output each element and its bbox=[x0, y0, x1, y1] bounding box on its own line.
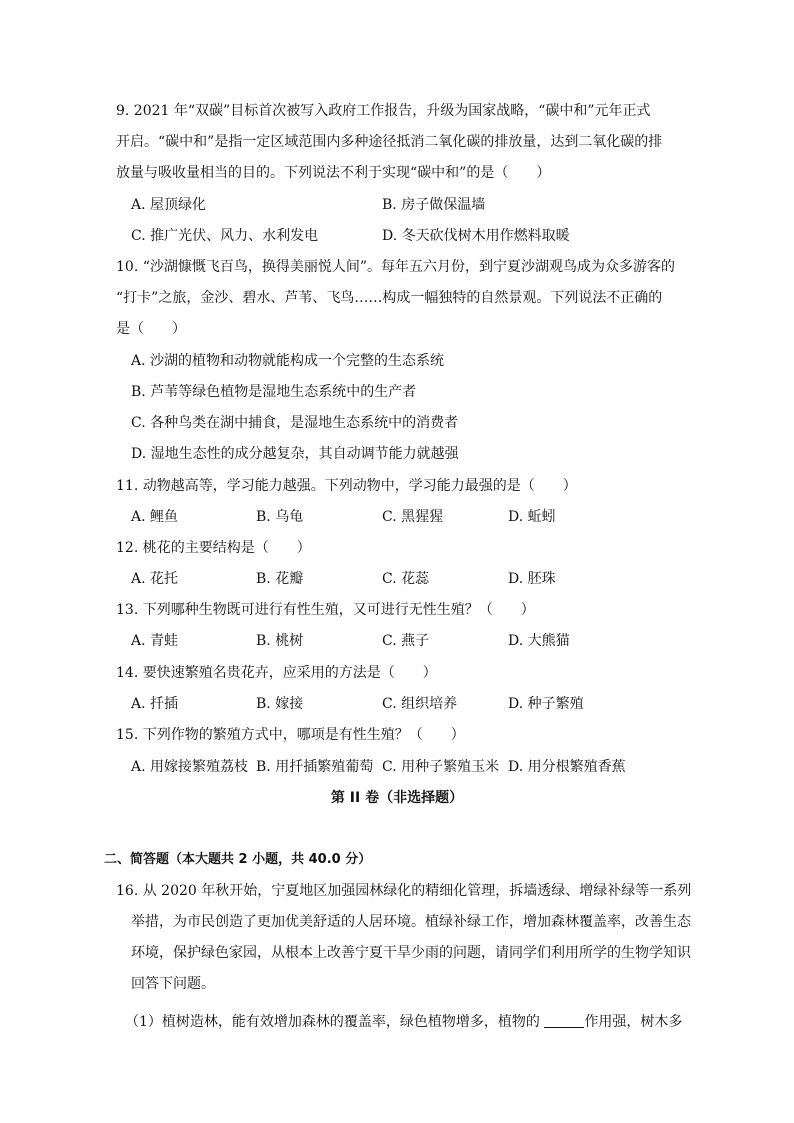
q9-option-d: D. 冬天砍伐树木用作燃料取暖 bbox=[382, 228, 570, 244]
q10-option-b: B. 芦苇等绿色植物是湿地生态系统中的生产者 bbox=[131, 384, 417, 400]
section-2-header bbox=[104, 850, 371, 870]
q14-option-d: D. 种子繁殖 bbox=[508, 696, 584, 712]
q13-option-c: C. 燕子 bbox=[382, 633, 430, 649]
q13-stem: 13. 下列哪种生物既可进行有性生殖，又可进行无性生殖？（ ） bbox=[116, 602, 535, 618]
q10-line-2: “打卡”之旅，金沙、碧水、芦苇、飞鸟……构成一幅独特的自然景观。下列说法不正确的 bbox=[116, 290, 663, 306]
q12-stem: 12. 桃花的主要结构是（ ） bbox=[116, 540, 311, 556]
q12-option-c: C. 花蕊 bbox=[382, 571, 430, 587]
q16-subquestion-1 bbox=[125, 1012, 682, 1032]
q16-line-4: 回答下问题。 bbox=[131, 976, 215, 992]
q10-option-a: A. 沙湖的植物和动物就能构成一个完整的生态系统 bbox=[131, 353, 445, 369]
part-2-title: 第 II 卷（非选择题） bbox=[330, 790, 464, 806]
q16-sub1-answer-blank[interactable] bbox=[544, 1013, 584, 1028]
q15-option-c: C. 用种子繁殖玉米 bbox=[382, 759, 500, 775]
q9-line-1: 9. 2021 年“双碳”目标首次被写入政府工作报告，升级为国家战略，“碳中和”元年正式 bbox=[116, 103, 651, 119]
q16-line-2: 举措，为市民创造了更加优美舒适的人居环境。植绿补绿工作，增加森林覆盖率，改善生态 bbox=[131, 914, 691, 930]
q16-sub1-text-after: 作用强，树木多 bbox=[584, 1014, 683, 1030]
q16-sub1-text-before: （1）植树造林，能有效增加森林的覆盖率，绿色植物增多，植物的 bbox=[125, 1014, 545, 1030]
q13-option-a: A. 青蛙 bbox=[131, 633, 179, 649]
q10-option-d: D. 湿地生态性的成分越复杂，其自动调节能力就越强 bbox=[131, 446, 459, 462]
q12-option-d: D. 胚珠 bbox=[508, 571, 556, 587]
q11-option-a: A. 鲤鱼 bbox=[131, 509, 179, 525]
q12-option-b: B. 花瓣 bbox=[256, 571, 304, 587]
q10-line-1: 10. “沙湖慷慨飞百鸟，换得美丽悦人间”。每年五六月份，到宁夏沙湖观鸟成为众多游客的 bbox=[116, 259, 676, 275]
q14-option-b: B. 嫁接 bbox=[256, 696, 304, 712]
q14-option-c: C. 组织培养 bbox=[382, 696, 458, 712]
q15-stem: 15. 下列作物的繁殖方式中，哪项是有性生殖？（ ） bbox=[116, 727, 465, 743]
q10-option-c: C. 各种鸟类在湖中捕食，是湿地生态系统中的消费者 bbox=[131, 415, 459, 431]
q11-option-c: C. 黑猩猩 bbox=[382, 509, 444, 525]
q13-option-b: B. 桃树 bbox=[256, 633, 304, 649]
q12-option-a: A. 花托 bbox=[131, 571, 179, 587]
q13-option-d: D. 大熊猫 bbox=[508, 633, 570, 649]
q16-line-3: 环境，保护绿色家园，从根本上改善宁夏干旱少雨的问题，请同学们利用所学的生物学知识 bbox=[131, 945, 691, 961]
section-2-info: （本大题共 2 小题，共 40.0 分） bbox=[169, 852, 372, 867]
q9-line-2: 开启。“碳中和”是指一定区域范围内多种途径抵消二氧化碳的排放量，达到二氧化碳的排 bbox=[116, 134, 663, 150]
q11-stem: 11. 动物越高等，学习能力越强。下列动物中，学习能力最强的是（ ） bbox=[116, 478, 577, 494]
q15-option-a: A. 用嫁接繁殖荔枝 bbox=[131, 759, 249, 775]
q14-option-a: A. 扦插 bbox=[131, 696, 179, 712]
q9-option-b: B. 房子做保温墙 bbox=[382, 197, 486, 213]
q11-option-d: D. 蚯蚓 bbox=[508, 509, 556, 525]
q14-stem: 14. 要快速繁殖名贵花卉，应采用的方法是（ ） bbox=[116, 665, 437, 681]
q16-line-1: 16. 从 2020 年秋开始，宁夏地区加强园林绿化的精细化管理，拆墙透绿、增绿补绿等一系列 bbox=[116, 883, 692, 899]
q9-option-a: A. 屋顶绿化 bbox=[131, 197, 207, 213]
q11-option-b: B. 乌龟 bbox=[256, 509, 304, 525]
q15-option-b: B. 用扦插繁殖葡萄 bbox=[256, 759, 374, 775]
q10-line-3: 是（ ） bbox=[116, 321, 186, 337]
q15-option-d: D. 用分根繁殖香蕉 bbox=[508, 759, 626, 775]
section-2-label: 二、简答题 bbox=[104, 852, 170, 867]
q9-line-3: 放量与吸收量相当的目的。下列说法不利于实现“碳中和”的是（ ） bbox=[116, 165, 551, 181]
q9-option-c: C. 推广光伏、风力、水利发电 bbox=[131, 228, 319, 244]
